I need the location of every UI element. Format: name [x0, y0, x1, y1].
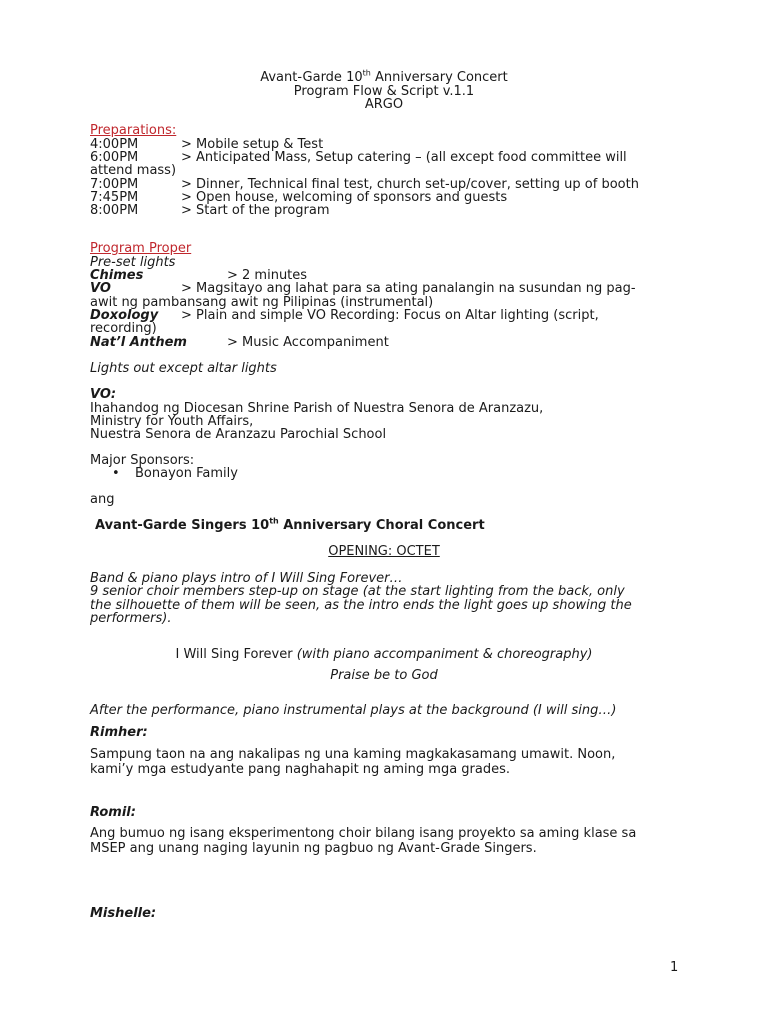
prep-desc: > Start of the program [181, 203, 330, 218]
preparations-heading: Preparations: [90, 123, 177, 138]
document-subtitle: Program Flow & Script v.1.1 [293, 84, 475, 99]
intro-line: performers). [90, 611, 172, 626]
page-number: 1 [670, 960, 679, 975]
vo-label: VO [90, 281, 111, 296]
chimes-label: Chimes [90, 268, 144, 283]
vo-desc-continued: awit ng pambansang awit ng Pilipinas (instrumental) [90, 295, 434, 310]
ang-text: ang [90, 492, 115, 507]
after-performance-note: After the performance, piano instrumental plays at the background (I will sing…) [90, 703, 617, 718]
intro-line: the silhouette of them will be seen, as the intro ends the light goes up showing the [90, 598, 632, 613]
prep-desc: > Anticipated Mass, Setup catering – (all except food committee will [181, 150, 627, 165]
concert-title: Avant-Garde Singers 10th Anniversary Choral Concert [95, 516, 485, 533]
prep-time: 6:00PM [90, 150, 139, 165]
song-line: I Will Sing Forever (with piano accompaniment & choreography) [175, 647, 593, 662]
doxology-desc-continued: recording) [90, 321, 157, 336]
romil-line: Ang bumuo ng isang eksperimentong choir bilang isang proyekto sa aming klase sa [90, 826, 637, 841]
document-org: ARGO [364, 97, 404, 112]
chimes-desc: > 2 minutes [227, 268, 308, 283]
sponsors-label: Major Sponsors: [90, 453, 195, 468]
vo-line: Ihahandog ng Diocesan Shrine Parish of Nuestra Senora de Aranzazu, [90, 401, 544, 416]
vo-block-label: VO: [90, 387, 117, 402]
prep-desc: > Mobile setup & Test [181, 137, 324, 152]
prep-desc: > Dinner, Technical final test, church set-up/cover, setting up of booth [181, 177, 639, 192]
doxology-desc: > Plain and simple VO Recording: Focus on Altar lighting (script, [181, 308, 599, 323]
prep-desc: > Open house, welcoming of sponsors and guests [181, 190, 508, 205]
doxology-label: Doxology [90, 308, 159, 323]
speaker-mishelle: Mishelle: [90, 906, 157, 921]
opening-heading: OPENING: OCTET [328, 544, 440, 559]
intro-line: Band & piano plays intro of I Will Sing Forever… [90, 571, 403, 586]
prep-time: 4:00PM [90, 137, 139, 152]
vo-desc: > Magsitayo ang lahat para sa ating panalangin na susundan ng pag- [181, 281, 636, 296]
preset-lights: Pre-set lights [90, 255, 176, 270]
vo-line: Nuestra Senora de Aranzazu Parochial School [90, 427, 387, 442]
rimher-line: kami’y mga estudyante pang naghahapit ng aming mga grades. [90, 762, 511, 777]
prep-time: 8:00PM [90, 203, 139, 218]
prep-time: 7:45PM [90, 190, 139, 205]
prep-desc-continued: attend mass) [90, 163, 177, 178]
intro-line: 9 senior choir members step-up on stage (at the start lighting from the back, only [90, 584, 625, 599]
speaker-romil: Romil: [90, 805, 136, 820]
praise-line: Praise be to God [330, 668, 438, 683]
anthem-label: Nat’l Anthem [90, 335, 187, 350]
romil-line: MSEP ang unang naging layunin ng pagbuo ng Avant-Grade Singers. [90, 841, 537, 856]
speaker-rimher: Rimher: [90, 725, 148, 740]
document-title: Avant-Garde 10th Anniversary Concert [260, 68, 508, 85]
program-heading: Program Proper [90, 241, 192, 256]
bullet-icon: • [112, 466, 120, 481]
anthem-desc: > Music Accompaniment [227, 335, 389, 350]
vo-line: Ministry for Youth Affairs, [90, 414, 254, 429]
sponsor-item: Bonayon Family [135, 466, 238, 481]
lights-out-note: Lights out except altar lights [90, 361, 277, 376]
prep-time: 7:00PM [90, 177, 139, 192]
rimher-line: Sampung taon na ang nakalipas ng una kaming magkakasamang umawit. Noon, [90, 747, 616, 762]
